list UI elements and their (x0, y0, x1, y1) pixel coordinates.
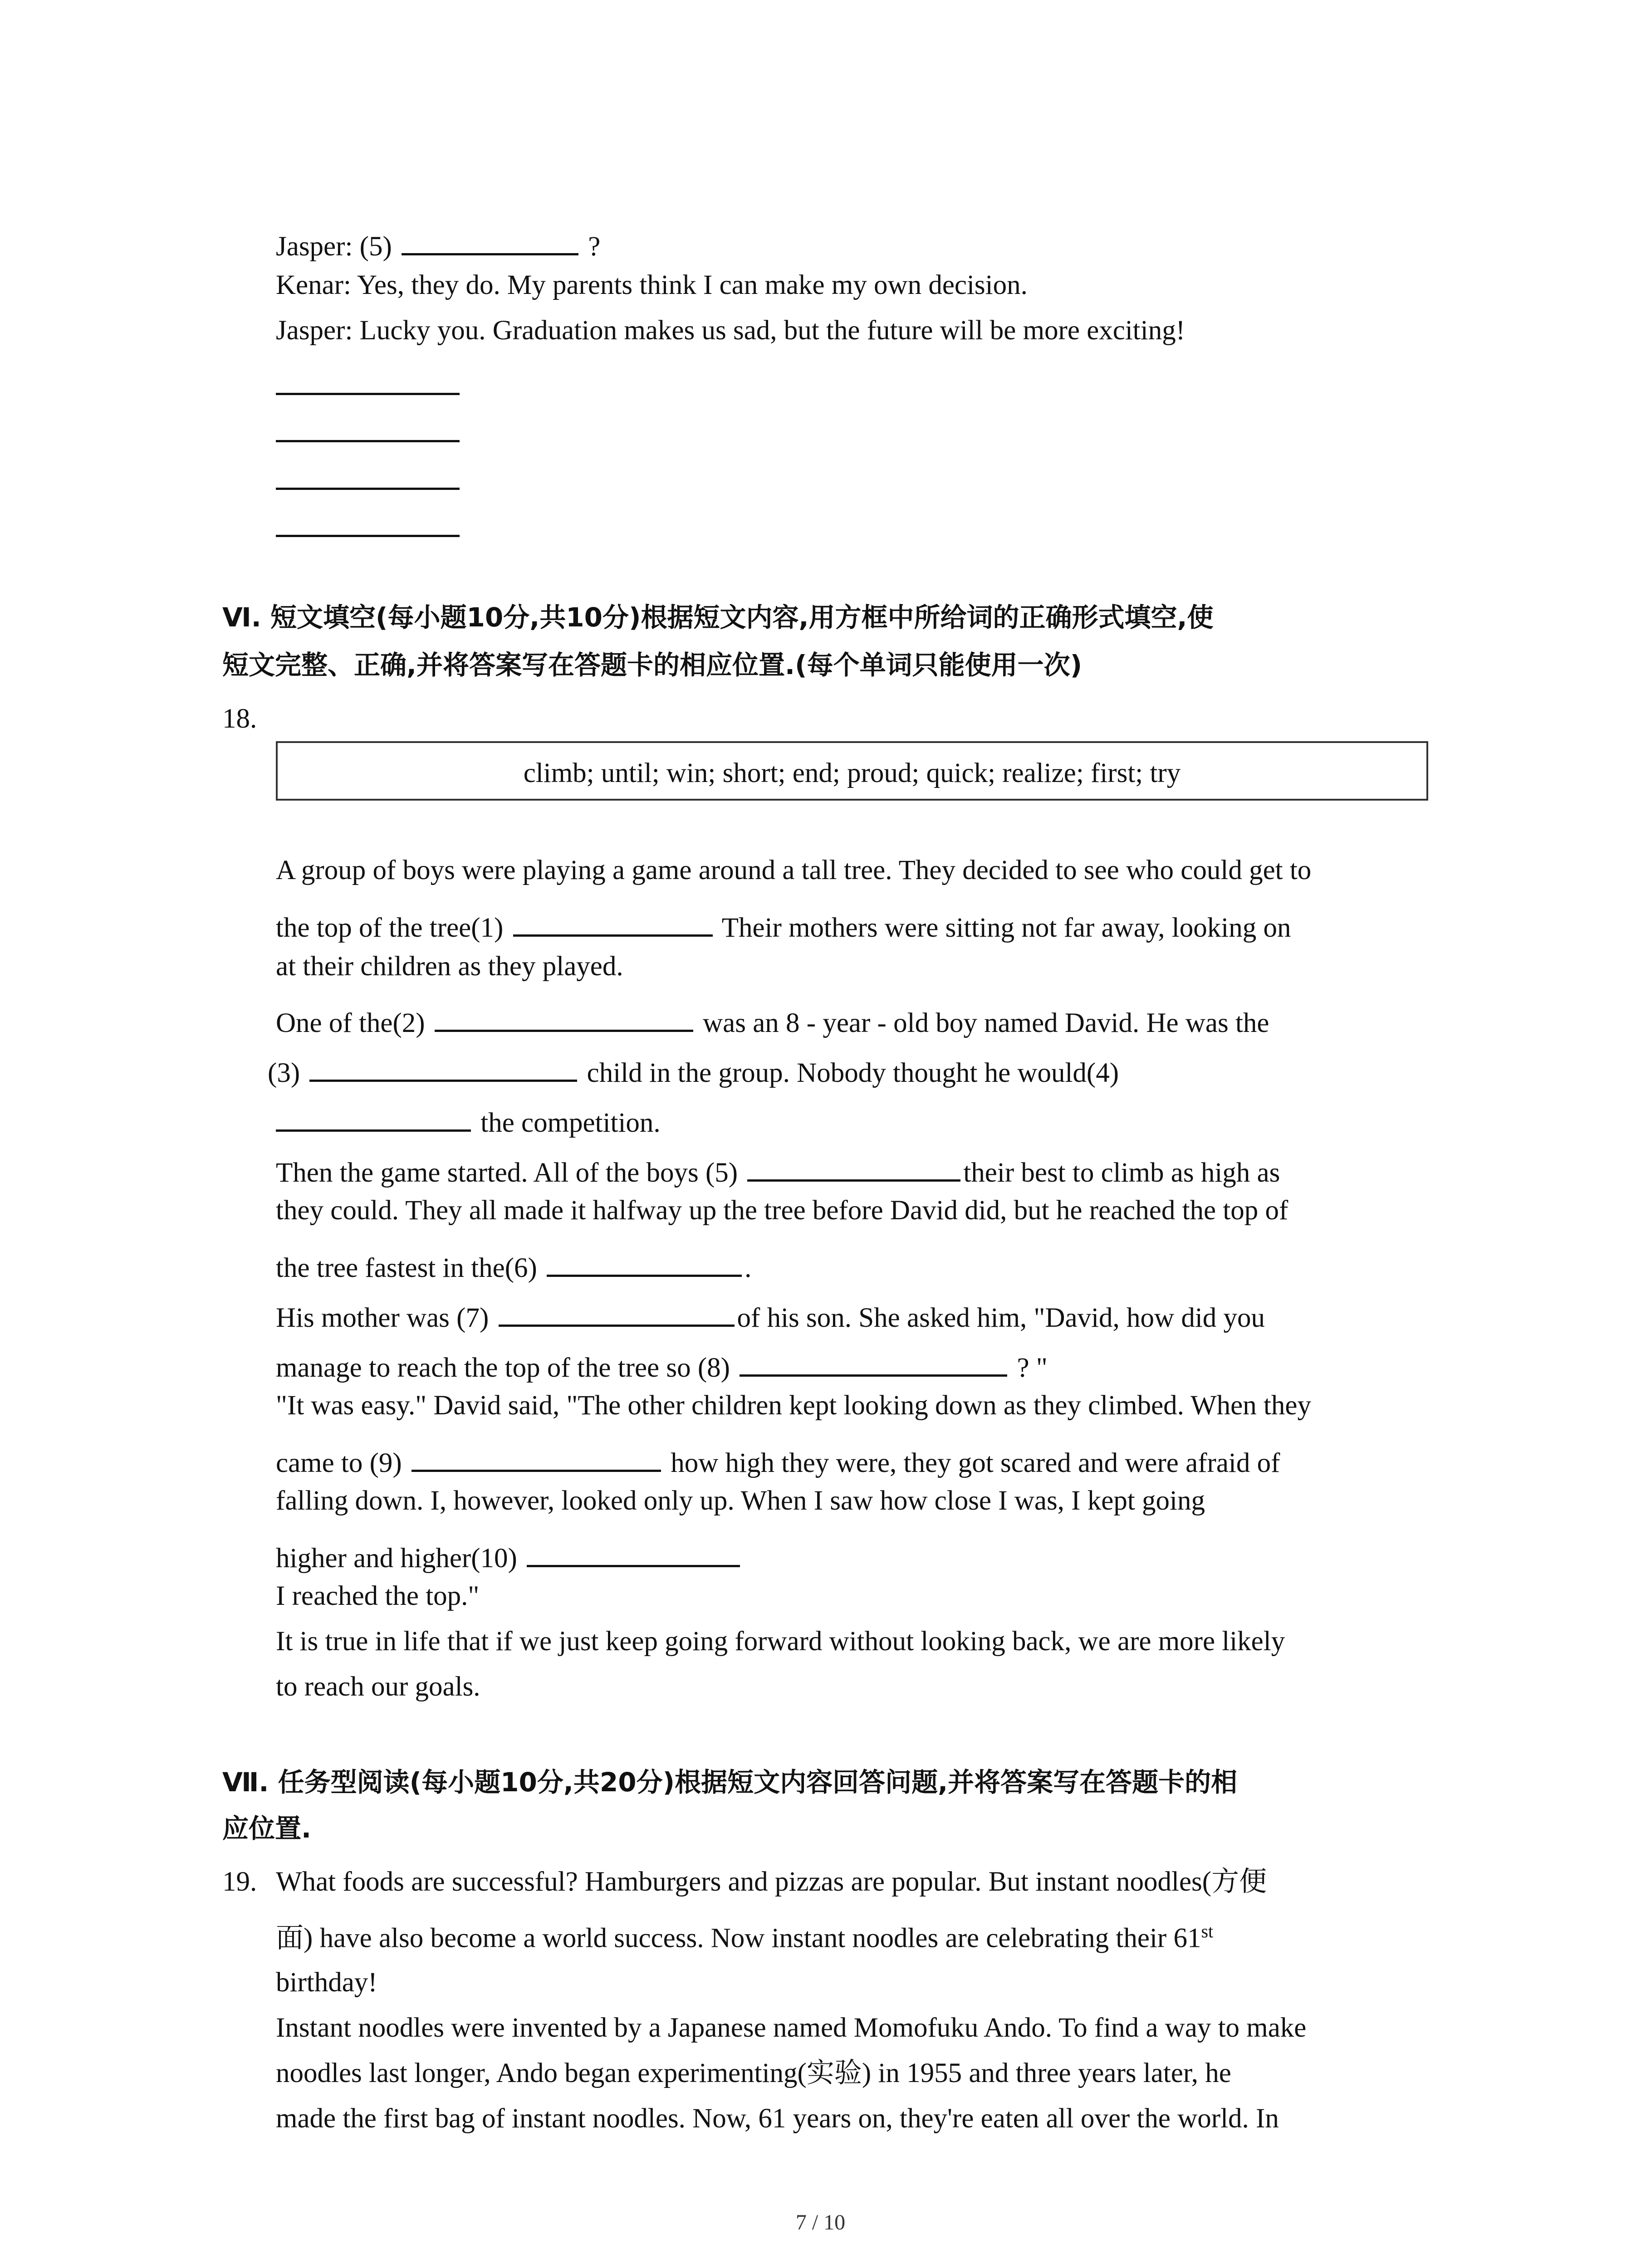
answer-blank-8[interactable] (740, 1346, 1007, 1377)
dialogue-line-jasper-5 (276, 225, 600, 260)
passage-text: the competition. (480, 1108, 661, 1138)
passage-text: how high they were, they got scared and were afraid of (671, 1448, 1280, 1478)
answer-blank-5[interactable] (747, 1151, 960, 1182)
passage-line: at their children as they played. (276, 951, 623, 982)
page-number: 7 / 10 (795, 2210, 846, 2234)
ordinal-suffix: st (1201, 1921, 1214, 1941)
answer-blank-6[interactable] (547, 1246, 742, 1277)
passage-line (276, 1296, 1265, 1332)
passage-line: noodles last longer, Ando began experimenting(实验) in 1955 and three years later, he (276, 2058, 1231, 2088)
blank-label: (3) (268, 1058, 300, 1088)
passage-text: 面) have also become a world success. Now instant noodles are celebrating their 61 (276, 1923, 1201, 1954)
passage-line (268, 1051, 1119, 1087)
question-mark: ? (588, 231, 601, 262)
answer-blank-7[interactable] (499, 1296, 735, 1327)
passage-line (276, 1922, 1213, 1952)
word-box (276, 741, 1428, 801)
passage-line: they could. They all made it halfway up the tree before David did, but he reached the top of (276, 1195, 1288, 1226)
blank-label: higher and higher(10) (276, 1543, 517, 1574)
answer-blank-2[interactable] (435, 1002, 693, 1032)
passage-text: ? " (1017, 1353, 1048, 1383)
passage-text: Their mothers were sitting not far away, looking on (721, 913, 1291, 943)
passage-line (276, 906, 1291, 942)
section-7-heading: Ⅶ. 任务型阅读(每小题10分,共20分)根据短文内容回答问题,并将答案写在答题卡的相 (222, 1767, 1238, 1798)
question-number: 18. (222, 704, 257, 734)
passage-text: their best to climb as high as (963, 1158, 1280, 1188)
answer-blank-1[interactable] (513, 906, 713, 937)
passage-text: of his son. She asked him, "David, how did you (737, 1303, 1265, 1333)
passage-line: birthday! (276, 1967, 377, 1998)
speaker-label: Jasper: (276, 231, 353, 262)
passage-line: It is true in life that if we just keep going forward without looking back, we are more likely (276, 1626, 1285, 1657)
passage-text: child in the group. Nobody thought he would(4) (587, 1058, 1119, 1088)
answer-line[interactable] (276, 488, 460, 490)
passage-line (276, 1442, 1280, 1477)
passage-line (276, 1002, 1269, 1037)
blank-number: (5) (359, 231, 392, 262)
passage-line: made the first bag of instant noodles. Now, 61 years on, they're eaten all over the world. In (276, 2103, 1279, 2134)
passage-line: "It was easy." David said, "The other children kept looking down as they climbed. When they (276, 1390, 1311, 1421)
passage-text: was an 8 - year - old boy named David. He was the (703, 1008, 1269, 1038)
answer-line[interactable] (276, 535, 460, 537)
passage-line: falling down. I, however, looked only up. When I saw how close I was, I kept going (276, 1486, 1205, 1516)
passage-line (276, 1246, 751, 1282)
passage-line (276, 1537, 743, 1572)
section-6-heading: Ⅵ. 短文填空(每小题10分,共10分)根据短文内容,用方框中所给词的正确形式填空,使 (222, 602, 1214, 633)
passage-line (276, 1101, 661, 1137)
blank-label: manage to reach the top of the tree so (8) (276, 1353, 730, 1383)
passage-line: Instant noodles were invented by a Japanese named Momofuku Ando. To find a way to make (276, 2013, 1307, 2043)
word-list: climb; until; win; short; end; proud; quick; realize; first; try (523, 758, 1181, 788)
blank-label: One of the(2) (276, 1008, 425, 1038)
passage-text: . (745, 1253, 752, 1283)
passage-line (276, 1151, 1280, 1187)
answer-blank[interactable] (402, 225, 578, 255)
passage-line (276, 1346, 1048, 1382)
answer-blank-9[interactable] (411, 1442, 661, 1472)
passage-line: A group of boys were playing a game around a tall tree. They decided to see who could get to (276, 855, 1312, 885)
blank-label: Then the game started. All of the boys (5) (276, 1158, 738, 1188)
blank-label: the top of the tree(1) (276, 913, 504, 943)
blank-label: His mother was (7) (276, 1303, 489, 1333)
answer-blank-10[interactable] (527, 1537, 740, 1567)
passage-line: I reached the top." (276, 1581, 480, 1611)
dialogue-line-jasper: Jasper: Lucky you. Graduation makes us sad, but the future will be more exciting! (276, 315, 1185, 346)
blank-label: came to (9) (276, 1448, 402, 1478)
answer-line[interactable] (276, 440, 460, 442)
passage-line: What foods are successful? Hamburgers and pizzas are popular. But instant noodles(方便 (276, 1867, 1267, 1897)
answer-line[interactable] (276, 393, 460, 395)
section-6-heading-cont: 短文完整、正确,并将答案写在答题卡的相应位置.(每个单词只能使用一次) (222, 650, 1083, 680)
dialogue-line-kenar: Kenar: Yes, they do. My parents think I can make my own decision. (276, 270, 1028, 300)
question-number: 19. (222, 1867, 257, 1897)
section-7-heading-cont: 应位置. (222, 1813, 312, 1844)
answer-blank-4[interactable] (276, 1101, 471, 1132)
passage-line: to reach our goals. (276, 1672, 480, 1702)
blank-label: the tree fastest in the(6) (276, 1253, 537, 1283)
answer-blank-3[interactable] (309, 1051, 577, 1082)
